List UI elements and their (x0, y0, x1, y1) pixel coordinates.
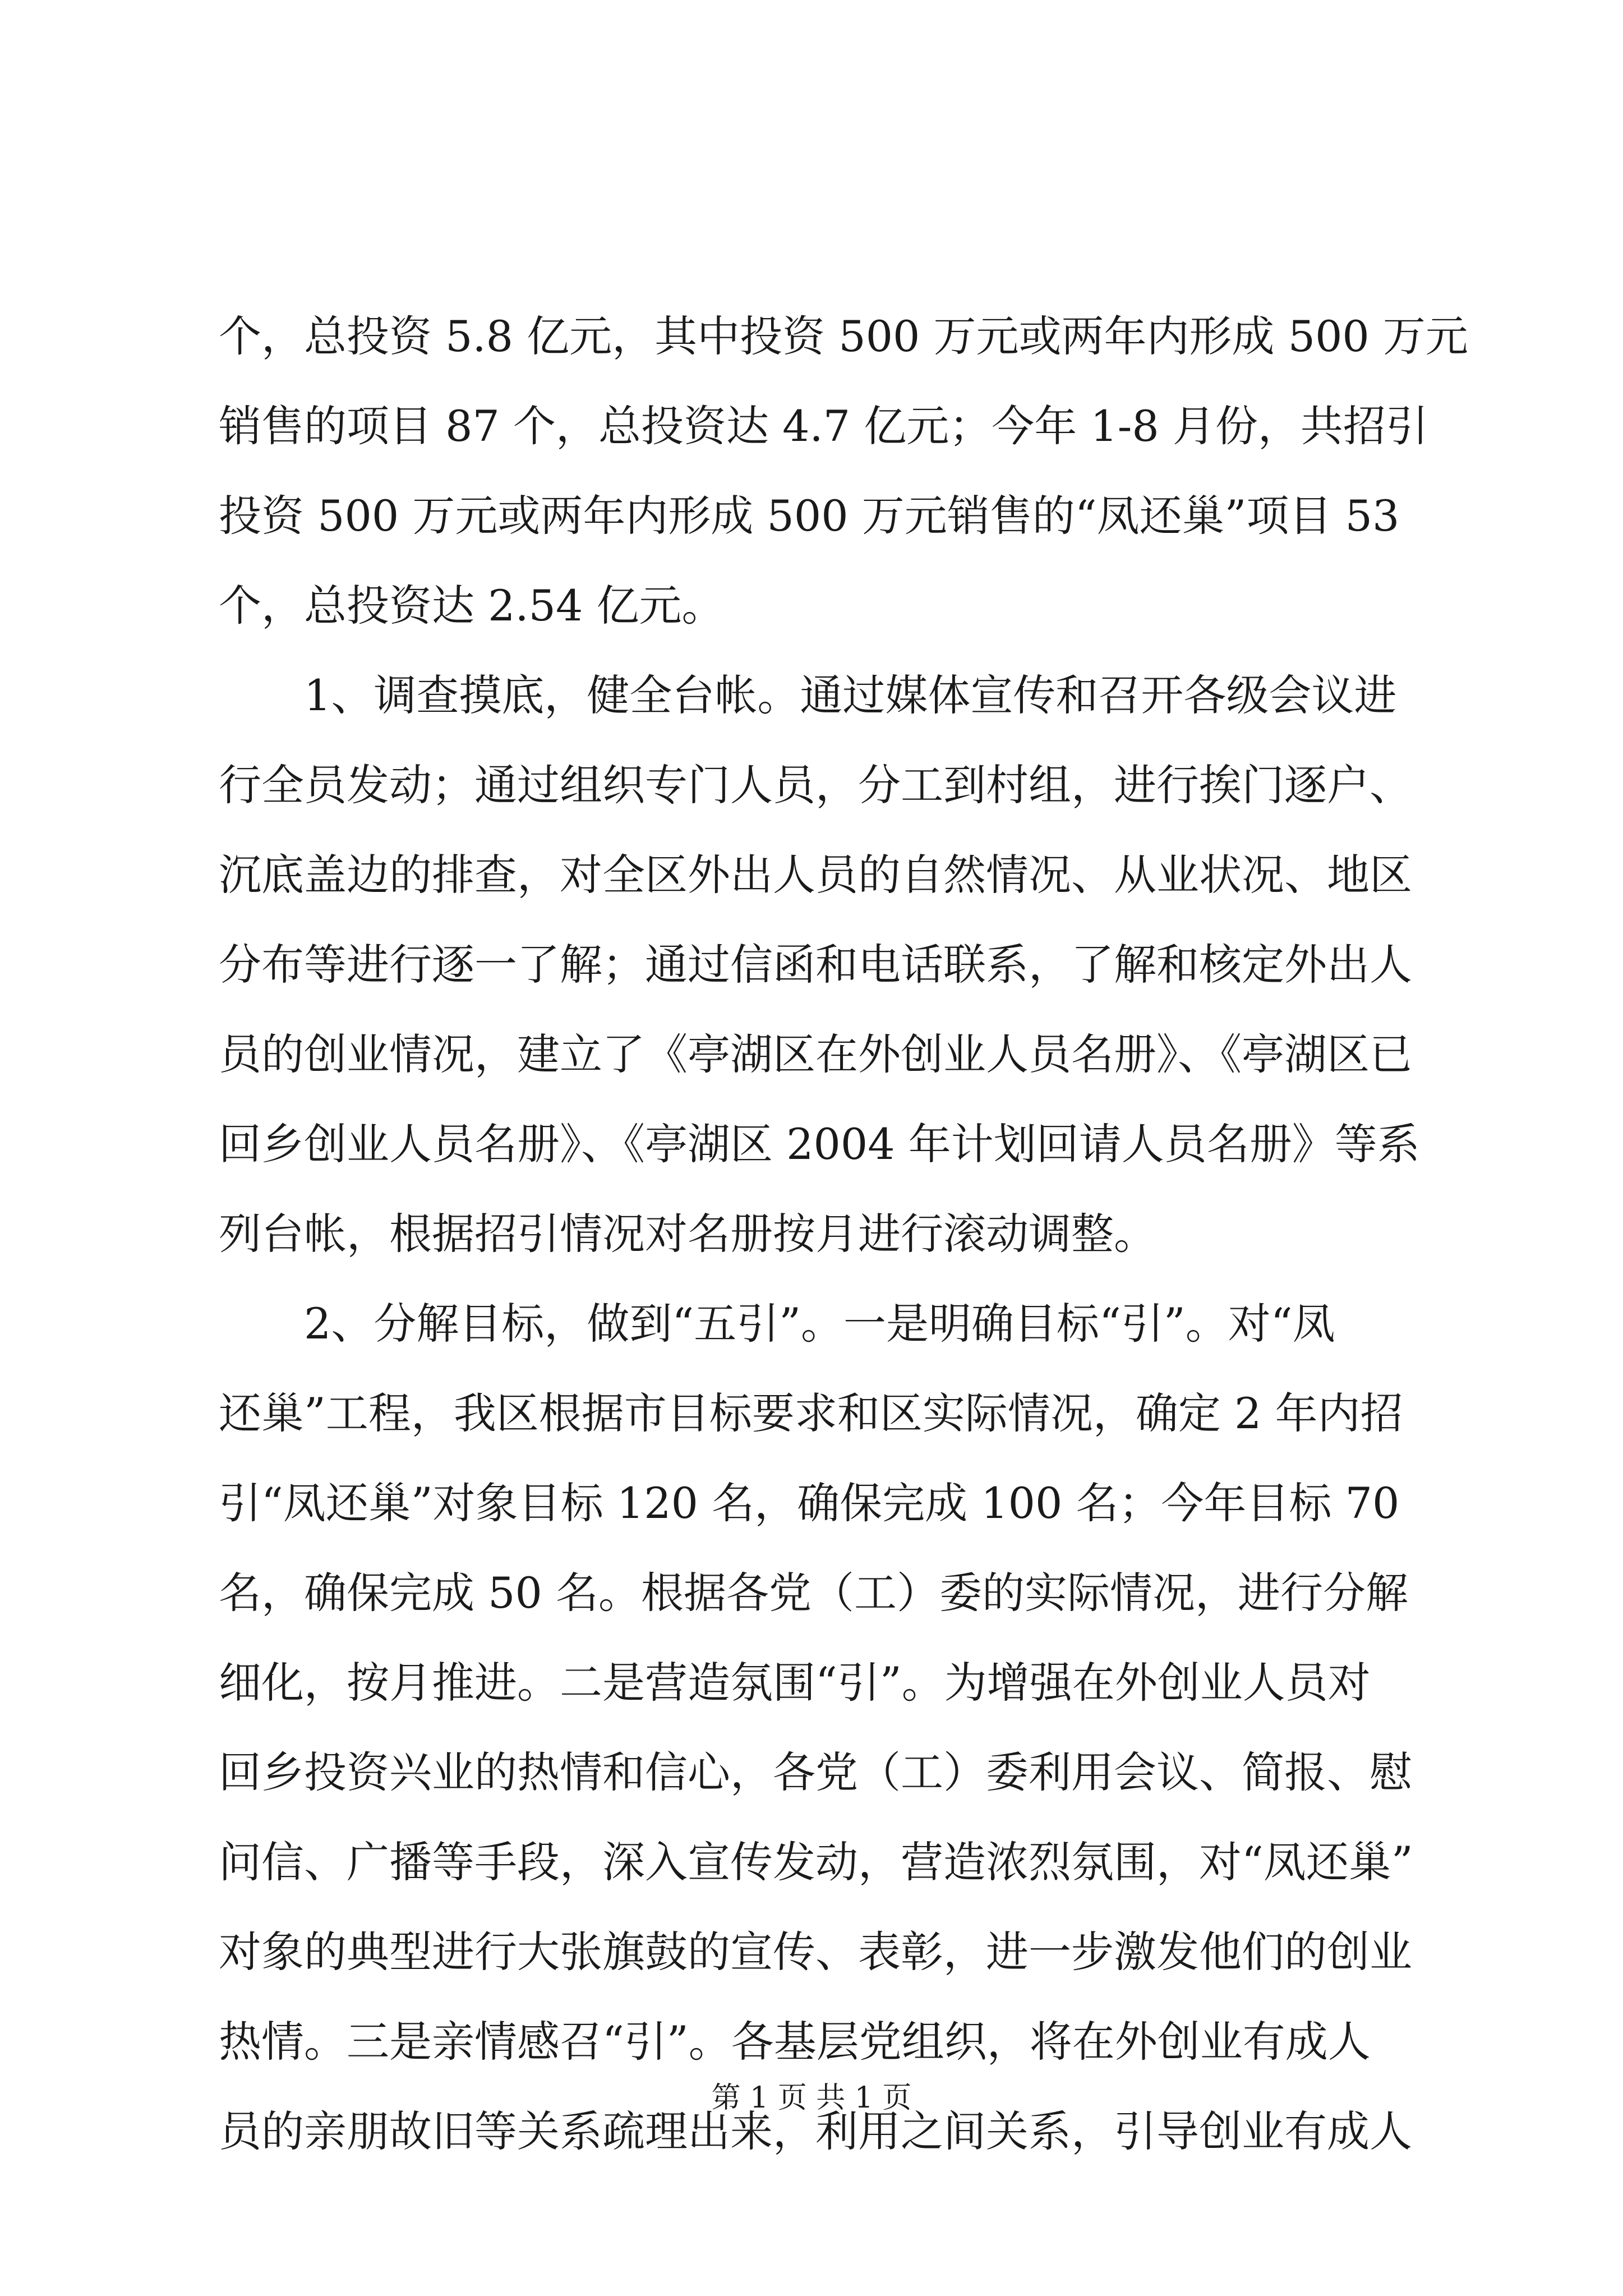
text-line: 投资 500 万元或两年内形成 500 万元销售的“凤还巢”项目 53 (219, 491, 1400, 541)
text-line: 列台帐，根据招引情况对名册按月进行滚动调整。 (219, 1209, 1156, 1259)
text-line: 个，总投资 5.8 亿元，其中投资 500 万元或两年内形成 500 万元 (219, 311, 1468, 361)
text-line: 名，确保完成 50 名。根据各党（工）委的实际情况，进行分解 (219, 1568, 1409, 1618)
text-line: 还巢”工程，我区根据市目标要求和区实际情况，确定 2 年内招 (219, 1388, 1403, 1438)
text-line: 热情。三是亲情感召“引”。各基层党组织，将在外创业有成人 (219, 2017, 1371, 2067)
page-number: 第 1 页 共 1 页 (711, 2081, 912, 2115)
text-line: 个，总投资达 2.54 亿元。 (219, 581, 725, 631)
text-line: 引“凤还巢”对象目标 120 名，确保完成 100 名；今年目标 70 (219, 1478, 1400, 1528)
text-line: 问信、广播等手段，深入宣传发动，营造浓烈氛围，对“凤还巢” (219, 1837, 1413, 1887)
text-line: 回乡投资兴业的热情和信心，各党（工）委利用会议、简报、慰 (219, 1747, 1412, 1797)
paragraph-1 (219, 292, 1468, 651)
text-line: 2、分解目标，做到“五引”。一是明确目标“引”。对“凤 (304, 1299, 1335, 1349)
text-line: 行全员发动；通过组织专门人员，分工到村组，进行挨门逐户、 (219, 760, 1412, 810)
paragraph-3 (219, 1279, 1441, 2177)
text-line: 回乡创业人员名册》、《亭湖区 2004 年计划回请人员名册》等系 (219, 1119, 1420, 1169)
page-footer (0, 2076, 1623, 2120)
text-line: 1、调查摸底，健全台帐。通过媒体宣传和召开各级会议进 (304, 670, 1397, 720)
text-line: 员的亲朋故旧等关系疏理出来，利用之间关系，引导创业有成人 (219, 2106, 1412, 2156)
text-line: 员的创业情况，建立了《亭湖区在外创业人员名册》、《亭湖区已 (219, 1029, 1412, 1079)
paragraph-2 (219, 651, 1441, 1279)
text-line: 对象的典型进行大张旗鼓的宣传、表彰，进一步激发他们的创业 (219, 1927, 1412, 1977)
text-line: 沉底盖边的排查，对全区外出人员的自然情况、从业状况、地区 (219, 850, 1412, 900)
document-body (219, 292, 1468, 2177)
text-line: 分布等进行逐一了解；通过信函和电话联系，了解和核定外出人 (219, 940, 1412, 990)
text-line: 销售的项目 87 个，总投资达 4.7 亿元；今年 1-8 月份，共招引 (219, 401, 1428, 451)
text-line: 细化，按月推进。二是营造氛围“引”。为增强在外创业人员对 (219, 1658, 1371, 1708)
